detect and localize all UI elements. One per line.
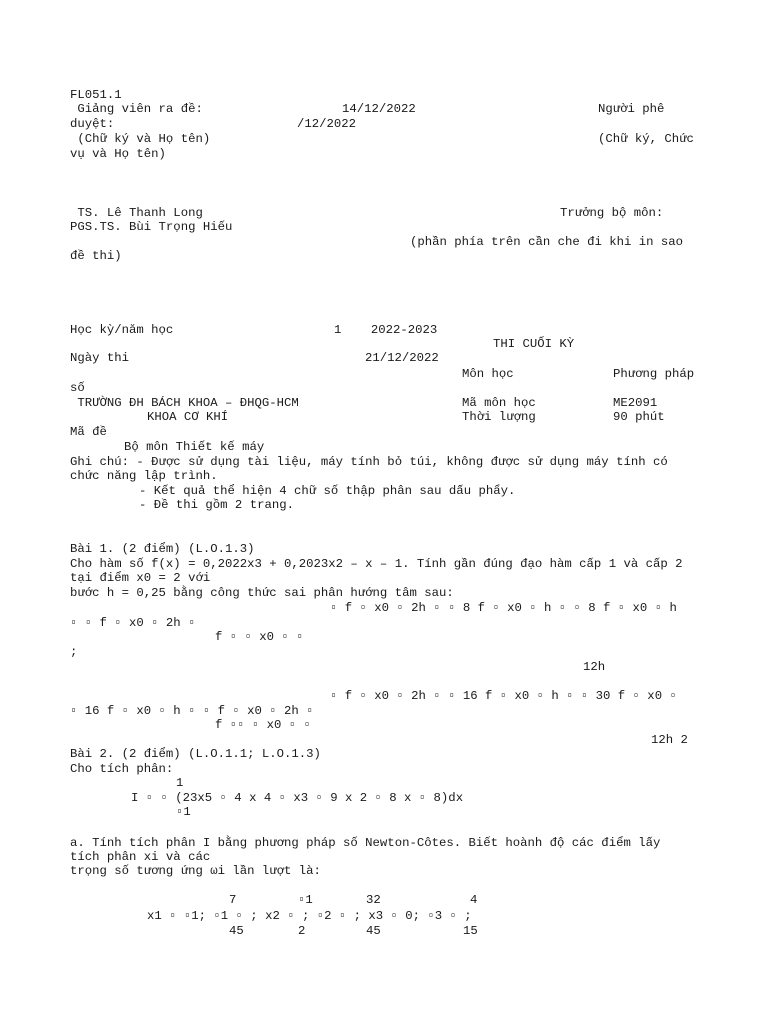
duration-value: 90 phút: [613, 410, 665, 424]
course-code: ME2091: [613, 396, 658, 410]
formula-1-numerator: ▫ f ▫ x0 ▫ 2h ▫ ▫ 8 f ▫ x0 ▫ h ▫ ▫ 8 f ▫ x0 ▫ h: [330, 601, 677, 615]
part-a-text-cont-2: trọng số tương ứng ωi lần lượt là:: [70, 864, 321, 878]
semester-value: 1 2022-2023: [334, 323, 438, 337]
part-a-text-cont: tích phân xi và các: [70, 850, 211, 864]
approver-label-cont: duyệt:: [70, 117, 115, 131]
cover-note-cont: đề thi): [70, 249, 122, 263]
lecturer-name: TS. Lê Thanh Long: [70, 206, 203, 220]
formula-1-lhs: f ▫ ▫ x0 ▫ ▫: [215, 630, 304, 644]
exam-title: THI CUỐI KỲ: [493, 337, 575, 351]
subject-value: Phương pháp: [613, 367, 695, 381]
integral-lower-bound: ▫1: [176, 805, 191, 819]
university-name: TRƯỜNG ĐH BÁCH KHOA – ĐHQG-HCM: [70, 396, 299, 410]
approver-signature-note-cont: vụ và Họ tên): [70, 147, 166, 161]
approver-signature-note: (Chữ ký, Chức: [598, 132, 694, 146]
exam-date-label: Ngày thi: [70, 351, 130, 365]
lecturer-label: Giảng viên ra đề:: [70, 102, 203, 116]
node-2-numerator: ▫1: [298, 893, 313, 907]
node-2-denominator: 2: [298, 924, 306, 938]
form-code: FL051.1: [70, 88, 122, 102]
weight-3-numerator: 4: [470, 893, 478, 907]
exam-code-label: Mã đề: [70, 425, 107, 439]
lecturer-date: 14/12/2022: [342, 102, 416, 116]
lecturer-signature-note: (Chữ ký và Họ tên): [70, 132, 211, 146]
department-name: Bộ môn Thiết kế máy: [124, 440, 265, 454]
approver-label: Người phê: [598, 102, 665, 116]
problem-2-title: Bài 2. (2 điểm) (L.O.1.1; L.O.1.3): [70, 747, 321, 761]
formula-2-lhs: f ▫▫ ▫ x0 ▫ ▫: [215, 718, 311, 732]
integral-upper-bound: 1: [176, 776, 184, 790]
head-of-dept-label: Trưởng bộ môn:: [560, 206, 664, 220]
problem-1-title: Bài 1. (2 điểm) (L.O.1.3): [70, 542, 255, 556]
formula-2-denominator: 12h 2: [651, 733, 688, 747]
weight-3-denominator: 15: [463, 924, 478, 938]
problem-1-text-cont: tại điểm x0 = 2 với: [70, 571, 211, 585]
note-line-4: - Đề thi gồm 2 trang.: [139, 498, 294, 512]
note-line-3: - Kết quả thể hiện 4 chữ số thập phân sau dấu phẩy.: [139, 484, 516, 498]
part-a-text: a. Tính tích phân I bằng phương pháp số Newton-Côtes. Biết hoành độ các điểm lấy: [70, 836, 661, 850]
formula-1-denominator: 12h: [583, 660, 606, 674]
note-line-2: chức năng lập trình.: [70, 469, 218, 483]
subject-value-cont: số: [70, 381, 85, 395]
weight-2-denominator: 45: [366, 924, 381, 938]
problem-1-text-cont-2: bước h = 0,25 bằng công thức sai phân hướng tâm sau:: [70, 586, 454, 600]
approver-date: /12/2022: [297, 117, 357, 131]
course-code-label: Mã môn học: [462, 396, 536, 410]
formula-2-numerator: ▫ f ▫ x0 ▫ 2h ▫ ▫ 16 f ▫ x0 ▫ h ▫ ▫ 30 f ▫ x0 ▫: [330, 689, 677, 703]
formula-2-numerator-cont: ▫ 16 f ▫ x0 ▫ h ▫ ▫ f ▫ x0 ▫ 2h ▫: [70, 704, 314, 718]
weight-2-numerator: 32: [366, 893, 381, 907]
integral-expression: I ▫ ▫ (23x5 ▫ 4 x 4 ▫ x3 ▫ 9 x 2 ▫ 8 x ▫ 8)dx: [131, 791, 464, 805]
formula-1-separator: ;: [70, 645, 78, 659]
cover-note: (phần phía trên cần che đi khi in sao: [410, 235, 684, 249]
faculty-name: KHOA CƠ KHÍ: [147, 410, 229, 424]
exam-date: 21/12/2022: [365, 351, 439, 365]
weight-1-numerator: 7: [229, 893, 237, 907]
nodes-weights-line: x1 ▫ ▫1; ▫1 ▫ ; x2 ▫ ; ▫2 ▫ ; x3 ▫ 0; ▫3 ▫ ;: [147, 909, 472, 923]
duration-label: Thời lượng: [462, 410, 536, 424]
problem-2-text: Cho tích phân:: [70, 762, 174, 776]
subject-label: Môn học: [462, 367, 514, 381]
problem-1-text: Cho hàm số f(x) = 0,2022x3 + 0,2023x2 – x – 1. Tính gần đúng đạo hàm cấp 1 và cấp 2: [70, 557, 683, 571]
formula-1-numerator-cont: ▫ ▫ f ▫ x0 ▫ 2h ▫: [70, 616, 196, 630]
note-line-1: Ghi chú: - Được sử dụng tài liệu, máy tính bỏ túi, không được sử dụng máy tính có: [70, 455, 668, 469]
head-of-dept-name: PGS.TS. Bùi Trọng Hiếu: [70, 220, 233, 234]
weight-1-denominator: 45: [229, 924, 244, 938]
semester-label: Học kỳ/năm học: [70, 323, 174, 337]
